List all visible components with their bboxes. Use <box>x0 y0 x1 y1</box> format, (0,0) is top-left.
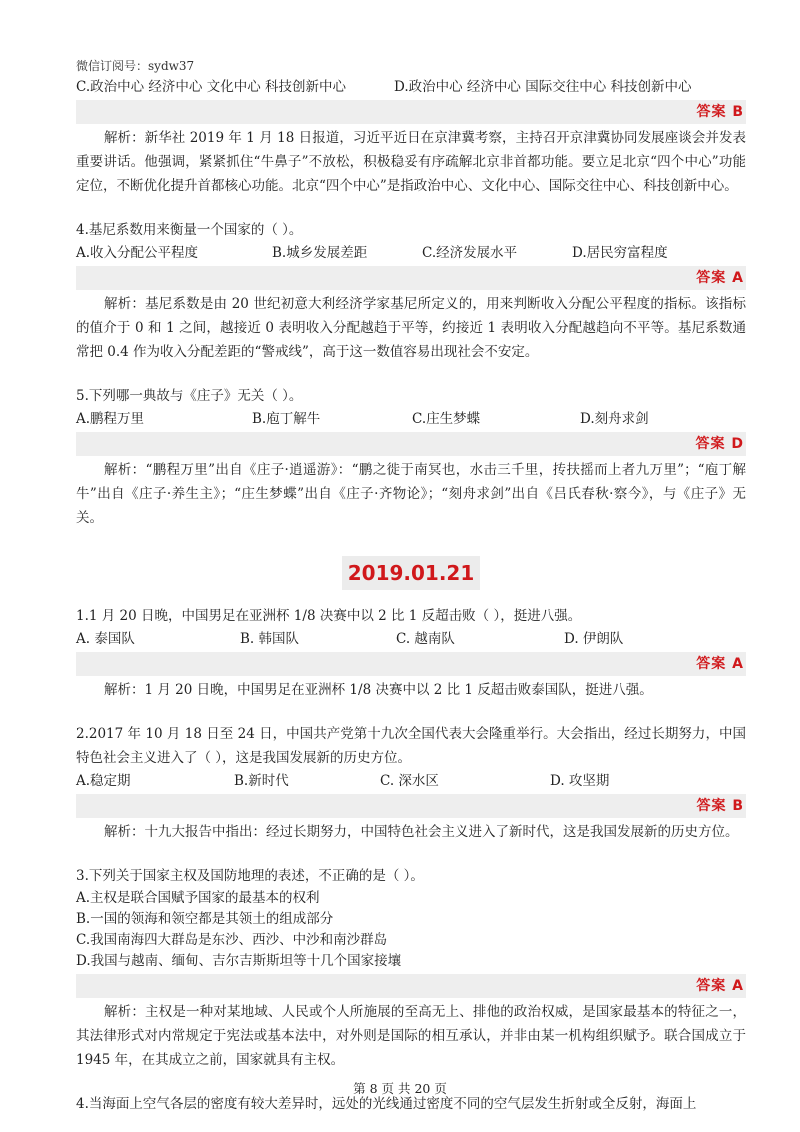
analysis-text: 解析：十九大报告中指出：经过长期努力，中国特色社会主义进入了新时代，这是我国发展新的历史方位。 <box>104 824 739 840</box>
question-text: 4.基尼系数用来衡量一个国家的（ ）。 <box>76 222 303 238</box>
analysis-text: 解析：“鹏程万里”出自《庄子·逍遥游》：“鹏之徙于南冥也，水击三千里，抟扶摇而上者九万里”；“庖丁解牛”出自《庄子·养生主》；“庄生梦蝶”出自《庄子·齐物论》；“刻舟求剑”出自《吕氏春秋·察今》，与《庄子》无关。 <box>76 462 746 526</box>
d2-options <box>76 770 746 792</box>
q5-options <box>76 408 746 430</box>
option-c: C. 越南队 <box>396 631 455 647</box>
option-a: A. 泰国队 <box>76 631 135 647</box>
q3-options-cd <box>76 76 746 98</box>
option-a: A.鹏程万里 <box>76 411 145 427</box>
analysis-text: 解析：主权是一种对某地域、人民或个人所施展的至高无上、排他的政治权威，是国家最基本的特征之一，其法律形式对内常规定于宪法或基本法中，对外则是国际的相互承认，并非由某一机构组织赋予。联合国成立于 1945 年，在其成立之前，国家就具有主权。 <box>76 1004 746 1068</box>
question-text: 2.2017 年 10 月 18 日至 24 日，中国共产党第十九次全国代表大会隆重举行。大会指出，经过长期努力，中国特色社会主义进入了（ ），这是我国发展新的历史方位。 <box>76 726 746 766</box>
option-c: C. 深水区 <box>380 773 439 789</box>
q4-options <box>76 242 746 264</box>
analysis-text: 解析：基尼系数是由 20 世纪初意大利经济学家基尼所定义的，用来判断收入分配公平程度的指标。该指标的值介于 0 和 1 之间，越接近 0 表明收入分配越趋于平等，约接近 1 表明收入分配越趋向不平等。基尼系数通常把 0.4 作为收入分配差距的“警戒线”，高于这一数值容易出现社会不安定。 <box>76 296 746 360</box>
option-a: A.主权是联合国赋予国家的最基本的权利 <box>76 890 320 906</box>
option-a: A.收入分配公平程度 <box>76 245 199 261</box>
option-d: D.我国与越南、缅甸、吉尔吉斯斯坦等十几个国家接壤 <box>76 953 402 969</box>
option-b: B.城乡发展差距 <box>272 245 368 261</box>
option-b: B.庖丁解牛 <box>252 411 321 427</box>
option-b: B. 韩国队 <box>240 631 300 647</box>
page-footer: 第 8 页 共 20 页 <box>353 1081 447 1096</box>
question-text: 4.当海面上空气各层的密度有较大差异时，远处的光线通过密度不同的空气层发生折射或全反射，海面上 <box>76 1096 697 1112</box>
option-d: D. 伊朗队 <box>564 631 624 647</box>
option-c: C.政治中心 经济中心 文化中心 科技创新中心 <box>76 79 347 95</box>
option-b: B.新时代 <box>234 773 289 789</box>
answer-bar: 答案 A <box>76 974 746 998</box>
wechat-header: 微信订阅号：sydw37 <box>76 59 195 73</box>
option-d: D.刻舟求剑 <box>580 411 649 427</box>
d1-options <box>76 628 746 650</box>
option-d: D.居民穷富程度 <box>572 245 668 261</box>
option-c: C.庄生梦蝶 <box>412 411 481 427</box>
question-text: 3.下列关于国家主权及国防地理的表述，不正确的是（ ）。 <box>76 868 424 884</box>
option-c: C.我国南海四大群岛是东沙、西沙、中沙和南沙群岛 <box>76 932 388 948</box>
answer-bar: 答案 A <box>76 652 746 676</box>
option-c: C.经济发展水平 <box>422 245 518 261</box>
option-d: D. 攻坚期 <box>550 773 610 789</box>
option-b: B.一国的领海和领空都是其领土的组成部分 <box>76 911 334 927</box>
question-text: 5.下列哪一典故与《庄子》无关（ ）。 <box>76 388 303 404</box>
answer-bar: 答案 B <box>76 100 746 124</box>
option-d: D.政治中心 经济中心 国际交往中心 科技创新中心 <box>394 79 692 95</box>
answer-bar: 答案 A <box>76 266 746 290</box>
answer-bar: 答案 B <box>76 794 746 818</box>
option-a: A.稳定期 <box>76 773 131 789</box>
date-heading: 2019.01.21 <box>342 556 481 590</box>
question-text: 1.1 月 20 日晚，中国男足在亚洲杯 1/8 决赛中以 2 比 1 反超击败（ ），挺进八强。 <box>76 608 582 624</box>
analysis-text: 解析：新华社 2019 年 1 月 18 日报道，习近平近日在京津冀考察，主持召开京津冀协同发展座谈会并发表重要讲话。他强调，紧紧抓住“牛鼻子”不放松，积极稳妥有序疏解北京非首都功能。要立足北京“四个中心”功能定位，不断优化提升首都核心功能。北京“四个中心”是指政治中心、文化中心、国际交往中心、科技创新中心。 <box>76 130 746 194</box>
analysis-text: 解析：1 月 20 日晚，中国男足在亚洲杯 1/8 决赛中以 2 比 1 反超击败泰国队，挺进八强。 <box>104 682 653 698</box>
answer-bar: 答案 D <box>76 432 746 456</box>
